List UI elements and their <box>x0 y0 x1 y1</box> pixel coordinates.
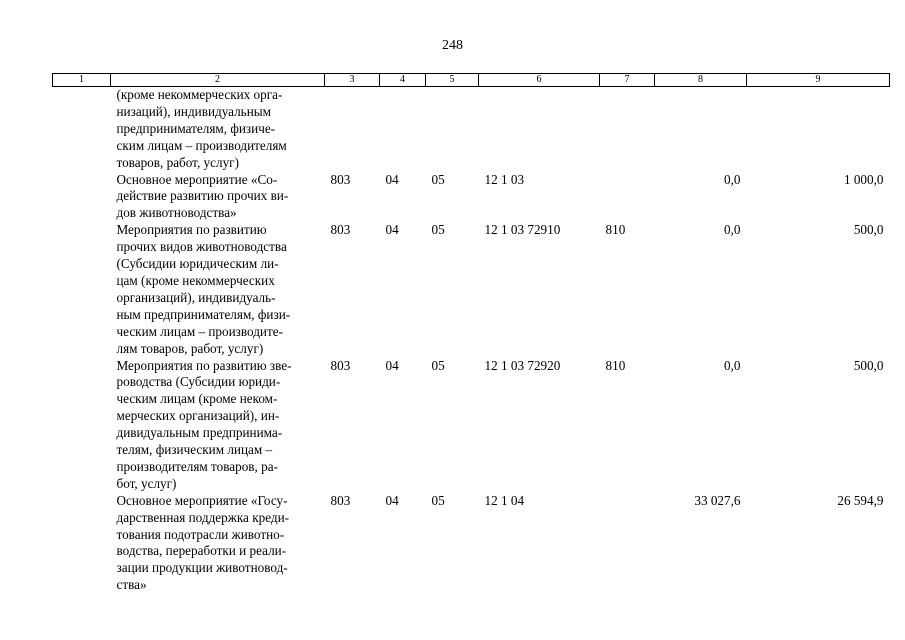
row-name-line: лям товаров, работ, услуг) <box>116 340 264 356</box>
row-name-line: дов животноводства» <box>116 205 237 221</box>
table-row <box>53 222 890 357</box>
row-name-line: товаров, работ, услуг) <box>116 154 239 170</box>
row-target-code-cell: 12 1 03 72920 <box>484 357 561 373</box>
row-name-line: ским лицам – производителям <box>116 137 287 153</box>
row-sum-1-cell: 0,0 <box>724 171 741 187</box>
row-name-line: предпринимателям, физиче- <box>116 120 276 136</box>
row-expense-type-cell <box>600 493 655 594</box>
row-target-code-cell: 12 1 04 <box>484 492 525 508</box>
row-name-line: ства» <box>116 577 147 593</box>
row-number-cell <box>53 222 111 357</box>
row-name-cell <box>111 87 325 172</box>
row-name-line: дарственная поддержка креди- <box>116 509 290 525</box>
row-target-code-cell: 12 1 03 72910 <box>484 222 561 238</box>
row-sum-2-cell <box>747 87 890 172</box>
header-cell-4: 4 <box>380 74 426 87</box>
row-name-cell <box>111 493 325 594</box>
row-sum-2-cell: 1 000,0 <box>843 171 884 187</box>
row-sum-1-cell <box>655 87 747 172</box>
header-cell-7: 7 <box>600 74 655 87</box>
row-name-line: ческим лицам – производите- <box>116 323 283 339</box>
row-expense-type-cell <box>600 87 655 172</box>
header-cell-2: 2 <box>111 74 325 87</box>
row-name-line: ным предпринимателям, физи- <box>116 306 291 322</box>
row-name-line: цам (кроме некоммерческих <box>116 272 275 288</box>
table-row <box>53 87 890 172</box>
row-name-line: дивидуальным предпринима- <box>116 425 283 441</box>
row-name-line: Основное мероприятие «Госу- <box>116 492 288 508</box>
table-body <box>53 87 890 595</box>
table-row <box>53 358 890 493</box>
row-section-cell: 04 <box>385 222 399 238</box>
row-sum-2-cell: 500,0 <box>853 222 884 238</box>
row-grbs-cell: 803 <box>330 171 351 187</box>
row-section-cell <box>380 87 426 172</box>
row-name-line: (кроме некоммерческих орга- <box>116 87 283 102</box>
row-name-line: роводства (Субсидии юриди- <box>116 374 281 390</box>
row-section-cell: 04 <box>385 171 399 187</box>
row-target-code-cell: 12 1 03 <box>484 171 525 187</box>
header-cell-8: 8 <box>655 74 747 87</box>
row-name-line: прочих видов животноводства <box>116 239 287 255</box>
row-subsection-cell: 05 <box>431 357 445 373</box>
row-sum-1-cell: 0,0 <box>724 222 741 238</box>
row-grbs-cell: 803 <box>330 357 351 373</box>
row-name-cell <box>111 172 325 223</box>
header-cell-5: 5 <box>426 74 479 87</box>
row-name-line: Мероприятия по развитию <box>116 222 267 238</box>
row-subsection-cell: 05 <box>431 492 445 508</box>
row-section-cell: 04 <box>385 492 399 508</box>
row-name-line: телям, физическим лицам – <box>116 442 273 458</box>
header-row <box>53 74 890 87</box>
row-expense-type-cell <box>600 172 655 223</box>
table-row <box>53 493 890 594</box>
row-target-code-cell <box>479 87 600 172</box>
row-name-line: Мероприятия по развитию зве- <box>116 357 292 373</box>
budget-table <box>52 73 890 594</box>
row-number-cell <box>53 493 111 594</box>
header-cell-3: 3 <box>325 74 380 87</box>
row-number-cell <box>53 87 111 172</box>
row-sum-2-cell: 26 594,9 <box>837 492 884 508</box>
row-name-line: действие развитию прочих ви- <box>116 188 289 204</box>
header-cell-6: 6 <box>479 74 600 87</box>
page-number: 248 <box>442 38 463 53</box>
row-name-line: организаций), индивидуаль- <box>116 289 276 305</box>
table-row <box>53 172 890 223</box>
row-grbs-cell: 803 <box>330 492 351 508</box>
row-name-line: мерческих организаций), ин- <box>116 408 280 424</box>
row-subsection-cell <box>426 87 479 172</box>
row-number-cell <box>53 358 111 493</box>
row-subsection-cell: 05 <box>431 222 445 238</box>
row-name-line: зации продукции животновод- <box>116 560 288 576</box>
row-name-line: тования подотрасли животно- <box>116 526 285 542</box>
row-expense-type-cell: 810 <box>605 357 626 373</box>
row-grbs-cell: 803 <box>330 222 351 238</box>
header-cell-1: 1 <box>53 74 111 87</box>
row-grbs-cell <box>325 87 380 172</box>
row-sum-1-cell: 0,0 <box>724 357 741 373</box>
row-name-line: (Субсидии юридическим ли- <box>116 256 279 272</box>
row-name-line: Основное мероприятие «Со- <box>116 171 278 187</box>
row-name-cell <box>111 222 325 357</box>
row-name-line: низаций), индивидуальным <box>116 103 271 119</box>
row-expense-type-cell: 810 <box>605 222 626 238</box>
row-name-cell <box>111 358 325 493</box>
row-name-line: бот, услуг) <box>116 475 177 491</box>
row-sum-2-cell: 500,0 <box>853 357 884 373</box>
row-subsection-cell: 05 <box>431 171 445 187</box>
row-number-cell <box>53 172 111 223</box>
row-section-cell: 04 <box>385 357 399 373</box>
row-name-line: производителям товаров, ра- <box>116 458 278 474</box>
row-sum-1-cell: 33 027,6 <box>694 492 741 508</box>
row-name-line: ческим лицам (кроме неком- <box>116 391 278 407</box>
header-cell-9: 9 <box>747 74 890 87</box>
row-name-line: водства, переработки и реали- <box>116 543 287 559</box>
